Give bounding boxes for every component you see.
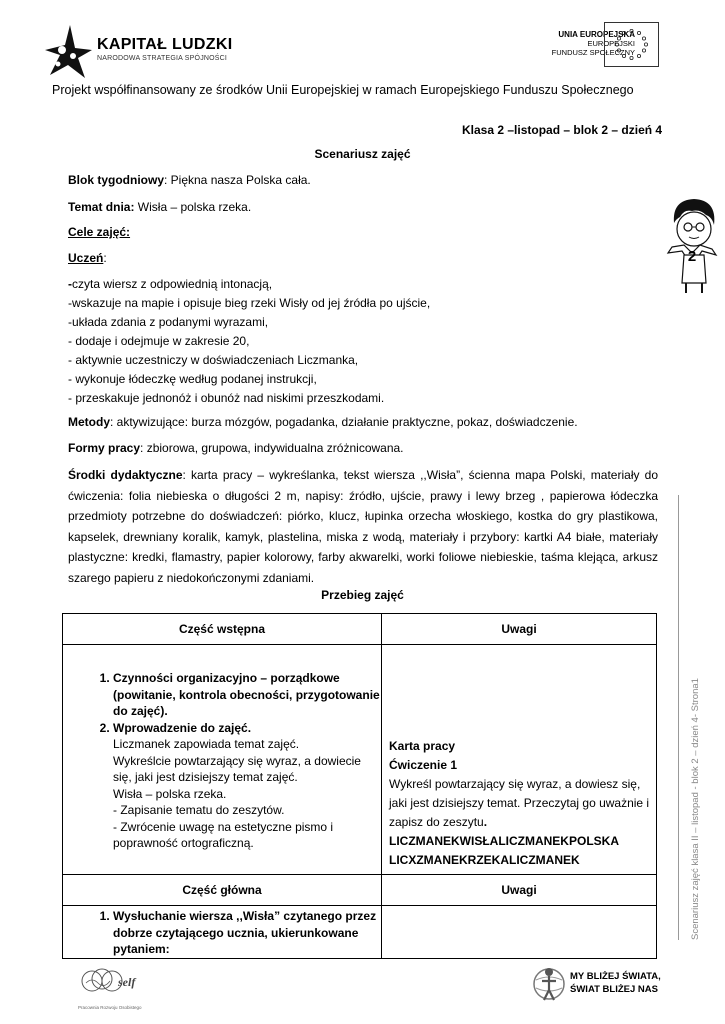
self-logo-icon — [78, 963, 148, 1003]
side-divider — [678, 495, 679, 940]
kapital-ludzki-logo — [42, 18, 242, 78]
motto-logo — [532, 962, 692, 1008]
table-row — [63, 614, 657, 645]
goal-item: -czyta wiersz z odpowiednią intonacją, — [68, 277, 273, 291]
self-logo-caption: Pracownia Rozwoju Osobistego — [78, 1005, 142, 1010]
uwagi-content: Karta pracy Ćwiczenie 1 Wykreśl powtarzający się wyraz, a dowiesz się, jaki jest dzisiejszy temat. Przeczytaj go uważnie i zapisz do zeszytu. LICZMANEKWISŁALICZMANEKPOLSKA LICXZMANEKRZEKALICZMANEK — [382, 645, 657, 875]
goal-item: - aktywnie uczestniczy w doświadczeniach Liczmanka, — [68, 353, 359, 367]
goals-list — [68, 275, 658, 408]
uwagi-instruction: Wykreśl powtarzający się wyraz, a dowiesz się, jaki jest dzisiejszy temat. Przeczytaj go uważnie i zapisz do zeszytu — [389, 777, 650, 829]
student-colon: : — [103, 251, 107, 265]
list-item: 1. Czynności organizacyjno – porządkowe (powitanie, kontrola obecności, przygotowanie do zajęć). — [113, 670, 381, 720]
uwagi-header-2: Uwagi — [382, 875, 657, 906]
table-row — [63, 906, 657, 959]
list-item: 2. Wprowadzenie do zajęć. Liczmanek zapowiada temat zajęć. Wykreślcie powtarzający się wyraz, a dowiecie się, jaki jest dzisiejszy temat zajęć. Wisła – polska rzeka. - Zapisanie tematu do zeszytów. - Zwrócenie uwagę na estetyczne pismo i poprawność ortograficzną. — [113, 720, 381, 852]
uwagi-puzzle-line-1: LICZMANEKWISŁALICZMANEKPOLSKA — [389, 834, 619, 848]
part1-content — [63, 645, 382, 875]
motto-line-2: ŚWIAT BLIŻEJ NAS — [570, 984, 658, 995]
forms-value: : zbiorowa, grupowa, indywidualna zróżnicowana. — [140, 441, 404, 455]
weekly-block — [68, 171, 658, 190]
methods-value: : aktywizujące: burza mózgów, pogadanka, działanie praktyczne, pokaz, doświadczenie. — [110, 415, 578, 429]
eu-line-3: FUNDUSZ SPOŁECZNY — [551, 48, 635, 57]
eu-line-1: UNIA EUROPEJSKA — [558, 30, 635, 39]
table-row — [63, 875, 657, 906]
forms — [68, 439, 658, 458]
globe-person-icon — [532, 964, 566, 1004]
part2-header: Część główna — [63, 875, 382, 906]
goal-item: -układa zdania z podanymi wyrazami, — [68, 315, 269, 329]
methods-label: Metody — [68, 415, 110, 429]
goal-first-dash: - — [68, 277, 72, 291]
weekly-block-label: Blok tygodniowy — [68, 173, 164, 187]
topic-value: Wisła – polska rzeka. — [134, 200, 252, 214]
liczmanek-mascot — [662, 195, 722, 295]
kapital-ludzki-emblem-icon — [40, 20, 95, 80]
kapital-ludzki-subtitle: NARODOWA STRATEGIA SPÓJNOŚCI — [97, 55, 228, 62]
mascot-figure-icon — [662, 195, 722, 295]
methods — [68, 413, 658, 432]
eu-flag-icon — [604, 22, 659, 67]
uwagi-puzzle-line-2: LICXZMANEKRZEKALICZMANEK — [389, 853, 580, 867]
course-title: Przebieg zajęć — [321, 588, 404, 602]
means-label: Środki dydaktyczne — [68, 468, 183, 482]
uwagi-exercise-label: Ćwiczenie 1 — [389, 758, 458, 772]
topic — [68, 198, 658, 217]
project-cofinancing-line: Projekt współfinansowany ze środków Unii Europejskiej w ramach Europejskiego Funduszu Społecznego — [52, 83, 634, 97]
self-logo — [78, 963, 148, 1013]
part2-content — [63, 906, 382, 959]
goal-item: - przeskakuje jednonóż i obunóż nad niskimi przeszkodami. — [68, 391, 385, 405]
eu-line-2: EUROPEJSKI — [587, 39, 635, 48]
part1-header: Część wstępna — [63, 614, 382, 645]
class-tag: Klasa 2 –listopad – blok 2 – dzień 4 — [462, 123, 663, 137]
weekly-block-value: : Piękna nasza Polska cała. — [164, 173, 311, 187]
motto-line-1: MY BLIŻEJ ŚWIATA, — [570, 971, 661, 982]
teaching-means — [68, 465, 658, 588]
side-footer-text: Scenariusz zajęć klasa II – listopad - blok 2 – dzień 4- Strona1 — [690, 678, 701, 940]
topic-label: Temat dnia: — [68, 200, 135, 214]
kapital-ludzki-title: KAPITAŁ LUDZKI — [97, 36, 233, 53]
self-logo-text: self — [118, 975, 136, 989]
page-title: Scenariusz zajęć — [314, 147, 411, 161]
mascot-number: 2 — [687, 248, 697, 265]
student-heading — [68, 249, 658, 268]
goal-item: - wykonuje łódeczkę według podanej instrukcji, — [68, 372, 317, 386]
lesson-plan-table — [62, 613, 657, 959]
uwagi-header: Uwagi — [382, 614, 657, 645]
list-item: 1. Wysłuchanie wiersza ,,Wisła” czytanego przez dobrze czytającego ucznia, ukierunkowane pytaniem: — [113, 908, 381, 958]
forms-label: Formy pracy — [68, 441, 141, 455]
means-value: : karta pracy – wykreślanka, tekst wiersza ,,Wisła”, ścienna mapa Polski, materiały do ćwiczenia: folia niebieska o długości 2 m, napisy: źródło, ujście, prawy i lewy brzeg , papierowa łódeczka przedmioty potrzebne do doświadczeń: piórko, klucz, łupinka orzecha włoskiego, kostka do gry plastikowa, kapselek, drewniany koralik, kamyk, plastelina, miska z wodą, materiały i przybory: kartki A4 białe, materiały plastyczne: kredki, flamastry, papier kolorowy, farby akwarelki, worki foliowe niebieskie, taśma klejąca, arkusz szarego papieru z niedokończonymi zdaniami. — [68, 468, 658, 585]
student-label: Uczeń — [68, 251, 104, 265]
uwagi-card-label: Karta pracy — [389, 739, 456, 753]
goals-label: Cele zajęć: — [68, 225, 131, 239]
table-row — [63, 645, 657, 875]
goal-item: -wskazuje na mapie i opisuje bieg rzeki Wisły od jej źródła po ujście, — [68, 296, 431, 310]
uwagi-content-2 — [382, 906, 657, 959]
goal-item: - dodaje i odejmuje w zakresie 20, — [68, 334, 250, 348]
goals-heading — [68, 223, 658, 242]
